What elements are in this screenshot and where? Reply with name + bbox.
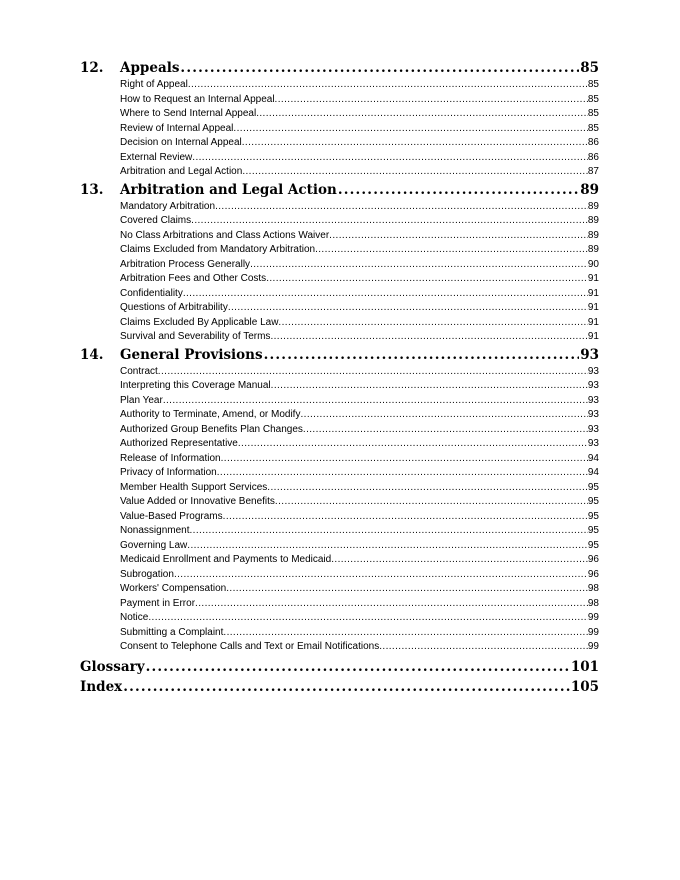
dot-leader: [300, 408, 587, 423]
toc-entry[interactable]: [80, 365, 599, 380]
toc-entry[interactable]: [80, 524, 599, 539]
entry-title: Workers' Compensation: [120, 583, 227, 594]
dot-leader: [250, 258, 588, 273]
toc-entry[interactable]: [80, 379, 599, 394]
entry-title: Medicaid Enrollment and Payments to Medicaid: [120, 554, 332, 565]
toc-entry[interactable]: [80, 316, 599, 331]
toc-entry[interactable]: [80, 394, 599, 409]
entry-title: Mandatory Arbitration: [120, 200, 216, 212]
entry-title: Survival and Severability of Terms: [120, 331, 271, 342]
dot-leader: [146, 657, 570, 677]
dot-leader: [148, 611, 588, 626]
entry-page: 95: [587, 496, 599, 507]
entry-page: 93: [587, 423, 599, 435]
section-title: Appeals: [120, 60, 180, 76]
entry-title: Covered Claims: [120, 215, 192, 226]
entry-title: Authorized Representative: [120, 438, 238, 449]
dot-leader: [275, 93, 588, 108]
toc-section-13[interactable]: [80, 180, 599, 200]
entry-page: 85: [587, 122, 599, 134]
section-page: 85: [580, 60, 599, 76]
toc-entry[interactable]: [80, 301, 599, 316]
entry-page: 95: [587, 525, 599, 536]
toc-entry[interactable]: [80, 495, 599, 510]
section-number: 14.: [80, 346, 104, 363]
dot-leader: [315, 243, 588, 258]
toc-entry[interactable]: [80, 272, 599, 287]
entry-title: Where to Send Internal Appeal: [120, 108, 257, 119]
entry-page: 85: [587, 93, 599, 105]
toc-glossary[interactable]: [80, 657, 599, 677]
glossary-page: 101: [570, 658, 599, 675]
entry-title: Claims Excluded By Applicable Law: [120, 316, 279, 328]
toc-index[interactable]: [80, 677, 599, 697]
entry-page: 93: [587, 394, 599, 406]
entry-title: Governing Law: [120, 539, 188, 551]
dot-leader: [271, 379, 588, 394]
entry-title: Interpreting this Coverage Manual: [120, 380, 271, 391]
entry-page: 89: [587, 200, 599, 212]
dot-leader: [242, 136, 588, 151]
toc-entry[interactable]: [80, 452, 599, 467]
toc-entry[interactable]: [80, 568, 599, 583]
dot-leader: [338, 180, 579, 200]
toc-entry[interactable]: [80, 423, 599, 438]
dot-leader: [228, 301, 588, 316]
dot-leader: [188, 78, 588, 93]
entry-page: 85: [587, 79, 599, 90]
entry-title: Value-Based Programs: [120, 510, 223, 522]
entry-page: 93: [587, 380, 599, 391]
toc-entry[interactable]: [80, 640, 599, 655]
entry-title: Submitting a Complaint: [120, 626, 224, 638]
dot-leader: [379, 640, 588, 655]
toc-entry[interactable]: [80, 466, 599, 481]
entry-title: Claims Excluded from Mandatory Arbitration: [120, 244, 316, 255]
toc-entry[interactable]: [80, 553, 599, 568]
entry-page: 91: [587, 331, 599, 342]
entry-title: Questions of Arbitrability: [120, 302, 228, 313]
toc-entry[interactable]: [80, 582, 599, 597]
dot-leader: [238, 437, 588, 452]
entry-page: 87: [587, 166, 599, 177]
entry-title: Arbitration and Legal Action: [120, 166, 243, 177]
entry-page: 93: [587, 409, 599, 420]
dot-leader: [256, 107, 588, 122]
dot-leader: [174, 568, 588, 583]
entry-page: 95: [587, 481, 599, 493]
toc-entry[interactable]: [80, 597, 599, 612]
toc-entry[interactable]: [80, 122, 599, 137]
entry-title: Decision on Internal Appeal: [120, 137, 242, 148]
dot-leader: [264, 345, 580, 365]
entry-page: 89: [587, 244, 599, 255]
entry-page: 89: [587, 229, 599, 241]
entry-page: 86: [587, 137, 599, 148]
toc-entry[interactable]: [80, 626, 599, 641]
entry-title: Release of Information: [120, 452, 221, 464]
section-page: 89: [580, 181, 599, 198]
dot-leader: [331, 553, 588, 568]
toc-entry[interactable]: [80, 611, 599, 626]
dot-leader: [221, 452, 588, 467]
toc-entry[interactable]: [80, 287, 599, 302]
dot-leader: [187, 539, 588, 554]
entry-page: 96: [587, 568, 599, 580]
entry-page: 95: [587, 510, 599, 522]
entry-title: Payment in Error: [120, 597, 196, 609]
entry-page: 86: [587, 151, 599, 163]
entry-page: 90: [587, 258, 599, 270]
dot-leader: [192, 151, 588, 166]
entry-title: Authority to Terminate, Amend, or Modify: [120, 409, 301, 420]
entry-title: Notice: [120, 612, 149, 623]
toc-entry[interactable]: [80, 136, 599, 151]
dot-leader: [163, 394, 588, 409]
toc-entry[interactable]: [80, 481, 599, 496]
toc-entry[interactable]: [80, 243, 599, 258]
dot-leader: [223, 510, 588, 525]
section-number: 13.: [80, 181, 104, 198]
dot-leader: [270, 330, 587, 345]
entry-page: 98: [587, 583, 599, 594]
toc-entry[interactable]: [80, 437, 599, 452]
entry-page: 99: [587, 641, 599, 652]
toc-entry[interactable]: [80, 151, 599, 166]
entry-title: Arbitration Fees and Other Costs: [120, 273, 267, 284]
dot-leader: [267, 481, 588, 496]
toc-section-14[interactable]: [80, 345, 599, 365]
dot-leader: [242, 165, 588, 180]
dot-leader: [180, 58, 579, 78]
toc-entry[interactable]: [80, 78, 599, 93]
toc-entry[interactable]: [80, 258, 599, 273]
entry-page: 91: [587, 302, 599, 313]
entry-title: How to Request an Internal Appeal: [120, 93, 275, 105]
entry-title: Contract: [120, 365, 158, 377]
dot-leader: [183, 287, 588, 302]
toc-entry[interactable]: [80, 330, 599, 345]
dot-leader: [303, 423, 588, 438]
toc-section-12[interactable]: [80, 58, 599, 78]
dot-leader: [191, 214, 588, 229]
entry-title: Nonassignment: [120, 525, 190, 536]
toc-entry[interactable]: [80, 539, 599, 554]
toc-entry[interactable]: [80, 93, 599, 108]
table-of-contents: [80, 58, 599, 697]
entry-page: 93: [587, 365, 599, 377]
dot-leader: [189, 524, 587, 539]
toc-entry[interactable]: [80, 107, 599, 122]
entry-page: 95: [587, 539, 599, 551]
entry-title: Authorized Group Benefits Plan Changes: [120, 423, 303, 435]
entry-title: External Review: [120, 151, 193, 163]
dot-leader: [266, 272, 588, 287]
toc-entry[interactable]: [80, 200, 599, 215]
entry-page: 91: [587, 273, 599, 284]
entry-title: Review of Internal Appeal: [120, 122, 234, 134]
section-title: Arbitration and Legal Action: [120, 181, 337, 198]
entry-page: 98: [587, 597, 599, 609]
dot-leader: [158, 365, 588, 380]
entry-title: Confidentiality: [120, 287, 183, 299]
entry-page: 89: [587, 215, 599, 226]
entry-title: No Class Arbitrations and Class Actions Waiver: [120, 229, 330, 241]
entry-page: 99: [587, 626, 599, 638]
entry-title: Arbitration Process Generally: [120, 258, 251, 270]
section-page: 93: [580, 346, 599, 363]
dot-leader: [123, 677, 570, 697]
entry-page: 94: [587, 452, 599, 464]
entry-title: Value Added or Innovative Benefits: [120, 496, 275, 507]
entry-page: 99: [587, 612, 599, 623]
dot-leader: [195, 597, 588, 612]
dot-leader: [233, 122, 587, 137]
entry-title: Privacy of Information: [120, 467, 217, 478]
entry-title: Subrogation: [120, 568, 174, 580]
toc-entry[interactable]: [80, 408, 599, 423]
dot-leader: [223, 626, 587, 641]
entry-page: 85: [587, 108, 599, 119]
entry-page: 94: [587, 467, 599, 478]
toc-entry[interactable]: [80, 214, 599, 229]
entry-page: 91: [587, 316, 599, 328]
section-number: 12.: [80, 60, 104, 76]
section-title: General Provisions: [120, 346, 263, 363]
glossary-title: Glossary: [80, 658, 145, 675]
dot-leader: [217, 466, 588, 481]
toc-entry[interactable]: [80, 229, 599, 244]
entry-title: Plan Year: [120, 394, 163, 406]
entry-page: 93: [587, 438, 599, 449]
entry-page: 91: [587, 287, 599, 299]
dot-leader: [329, 229, 588, 244]
entry-title: Consent to Telephone Calls and Text or Email Notifications: [120, 641, 380, 652]
entry-page: 96: [587, 554, 599, 565]
toc-entry[interactable]: [80, 165, 599, 180]
dot-leader: [226, 582, 588, 597]
index-page: 105: [570, 678, 599, 695]
dot-leader: [215, 200, 588, 215]
dot-leader: [275, 495, 588, 510]
toc-entry[interactable]: [80, 510, 599, 525]
index-title: Index: [80, 678, 123, 695]
dot-leader: [278, 316, 587, 331]
entry-title: Right of Appeal: [120, 79, 188, 90]
entry-title: Member Health Support Services: [120, 481, 268, 493]
